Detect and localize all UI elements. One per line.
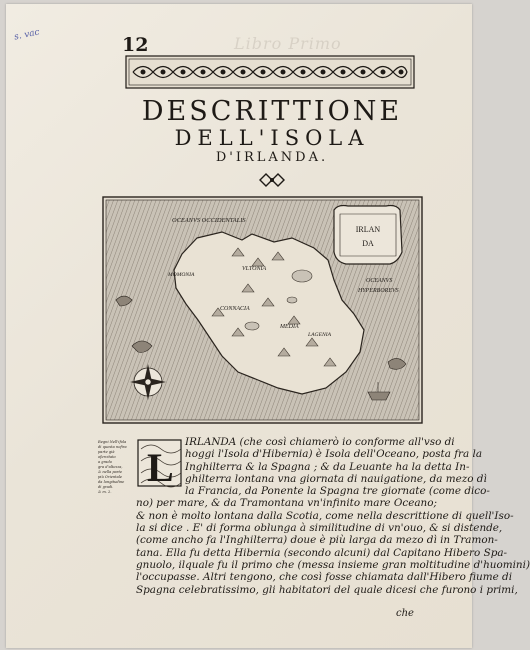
text-line: IRLANDA (che così chiamerò io conforme all'vso di — [185, 436, 455, 448]
text-line: ghilterra lontana vna giornata di nauigatione, da mezo dì — [185, 472, 487, 485]
ocean-occidentalis-label: OCEANVS OCCIDENTALIS — [172, 217, 246, 224]
region-media: MEDIA — [280, 324, 299, 330]
margin-note — [98, 440, 133, 495]
dropcap-letter: L — [147, 445, 174, 490]
region-connacia: CONNACIA — [220, 306, 250, 312]
text-line: Inghilterra & la Spagna ; & da Leuante ha la detta In- — [185, 460, 470, 473]
margin-note-line: & m. 2. — [98, 490, 112, 494]
region-vltonia: VLTONIA — [242, 266, 267, 272]
fleuron-ornament — [258, 172, 286, 188]
text-line: (come ancho fa l'Inghilterra) doue è più larga da mezo dì in Tramon- — [136, 534, 498, 547]
text-line: Spagna celebratissimo, gli habitatori del quale dicesi che furono i primi, — [136, 583, 518, 596]
ocean-hyperboreus-label-1: OCEANVS — [366, 278, 393, 284]
page-number: 12 — [122, 34, 149, 56]
show-through-text: Libro Primo — [234, 34, 342, 53]
margin-note-line: parte già ofercitato — [98, 450, 116, 459]
map-of-ireland — [102, 196, 423, 424]
title-descrittione: DESCRITTIONE — [141, 96, 403, 127]
cartouche-label-1: IRLAN — [355, 225, 381, 234]
catchword: che — [396, 608, 414, 619]
text-line: gnuolo, ilquale fu il primo che (messa insieme gran moltitudine d'huomini) — [136, 558, 530, 571]
title-d-irlanda: D'IRLANDA. — [215, 150, 329, 165]
region-momonia: MOMONIA — [168, 272, 195, 278]
text-line: tana. Ella fu detta Hibernia (secondo alcuni) dal Capitano Hibero Spa- — [136, 546, 508, 559]
margin-note-line: di questa nofira — [98, 445, 127, 449]
margin-note-line: a grado — [98, 460, 112, 464]
text-line: la si dice . E' di forma oblunga à similitudine di vn'ouo, & si distende, — [136, 522, 503, 535]
cartouche-label-2: DA — [362, 239, 374, 248]
margin-note-line: Regni Nell'ifola — [98, 440, 127, 444]
text-line: hoggi l'Isola d'Hibernia) è Isola dell'Oceano, posta fra la — [185, 448, 483, 461]
margin-note-line: & nella parte — [98, 470, 123, 474]
body-text — [136, 436, 530, 596]
text-line: no) per mare, & da Tramontana vn'infinito mare Oceano; — [136, 497, 438, 510]
text-line: la Francia, da Ponente la Spagna tre giornate (come dico- — [185, 485, 490, 498]
margin-note-line: da longitudine — [98, 480, 125, 484]
cartouche — [334, 206, 402, 265]
title-dell-isola: DELL'ISOLA — [174, 126, 370, 150]
text-line: & non è molto lontana dalla Scotia, come nella descrittione di quell'Iso- — [136, 509, 514, 522]
pencil-annotation: s. vac — [13, 27, 41, 43]
ocean-hyperboreus-label-2: HYPERBOREVS — [358, 288, 399, 294]
margin-note-line: gra d'altezza, — [98, 465, 123, 469]
margin-note-line: di gradi. — [98, 485, 114, 489]
region-lagenia: LAGENIA — [308, 332, 331, 338]
text-line: l'occupasse. Altri tengono, che così fosse chiamata dall'Hibero fiume di — [136, 571, 513, 584]
margin-note-line: più Orientale — [98, 475, 123, 479]
ornamental-header-band — [125, 55, 415, 89]
